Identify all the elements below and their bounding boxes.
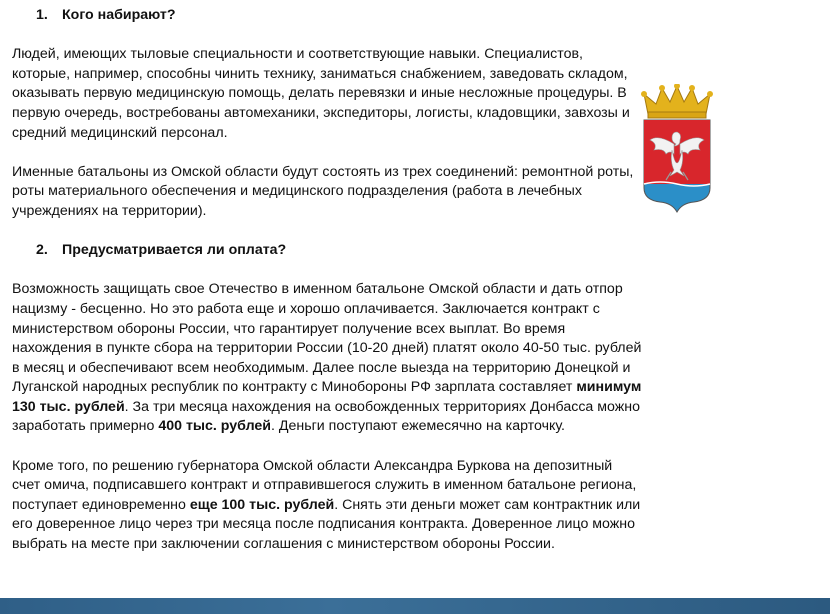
footer-bar: [0, 598, 830, 614]
crown-icon: [641, 84, 713, 118]
text-run: . Деньги поступают ежемесячно на карточку.: [271, 418, 565, 435]
text-run: . За три месяца нахождения на освобожденных территориях Донбасса можно заработать примерно: [12, 398, 640, 435]
section-2-paragraph-1: [12, 280, 644, 437]
section-1-paragraph-2: Именные батальоны из Омской области будут состоять из трех соединений: ремонтной роты, роты материального обеспечения и медицинского подразделения (работа в лечебных учреждениях на территории).: [12, 163, 634, 219]
section-2-heading: [12, 241, 644, 261]
coat-of-arms-icon: [636, 84, 718, 216]
document-body: [12, 6, 644, 555]
section-1-paragraph-1: Людей, имеющих тыловые специальности и соответствующие навыки. Специалистов, которые, например, способны чинить технику, заниматься снабжением, заведовать складом, оказывать первую медицинскую помощь, делать перевязки и иные несложные процедуры. В первую очередь, востребованы автомеханики, экспедиторы, логисты, кладовщики, завхозы и средний медицинский персонал.: [12, 46, 630, 141]
section-2-paragraph-2: [12, 457, 644, 555]
section-1-number: 1.: [36, 7, 48, 23]
text-run: Возможность защищать свое Отечество в именном батальоне Омской области и дать отпор нацизму - бесценно. Но это работа еще и хорошо оплачивается. Заключается контракт с министерством обороны России, что гарантирует получение всех выплат. Во время нахождения в пункте сбора на территории России (10-20 дней) платят около 40-50 тыс. рублей в месяц и обеспечивают всем необходимым. Далее после выезда на территорию Донецкой и Луганской народных республик по контракту с Минобороны РФ зарплата составляет: [12, 281, 642, 396]
salary-highlight: минимум 130 тыс. рублей: [12, 379, 642, 415]
section-2-title: Предусматривается ли оплата?: [62, 242, 287, 259]
bonus-highlight: еще 100 тыс. рублей: [189, 496, 335, 513]
text-run: . Снять эти деньги может сам контрактник или его доверенное лицо через три месяца после подписания контракта. Доверенное лицо можно выбрать на месте при заключении соглашения с министерством обороны России.: [12, 496, 641, 553]
section-1-title: Кого набирают?: [62, 7, 176, 23]
section-2-number: 2.: [36, 242, 48, 259]
text-run: Кроме того, по решению губернатора Омской области Александра Буркова на депозитный счет омича, подписавшего контракт и отправившегося служить в именном батальоне региона, поступает единовременно: [12, 457, 637, 513]
section-1-heading: [12, 6, 644, 26]
total-earnings-highlight: 400 тыс. рублей: [158, 418, 272, 435]
